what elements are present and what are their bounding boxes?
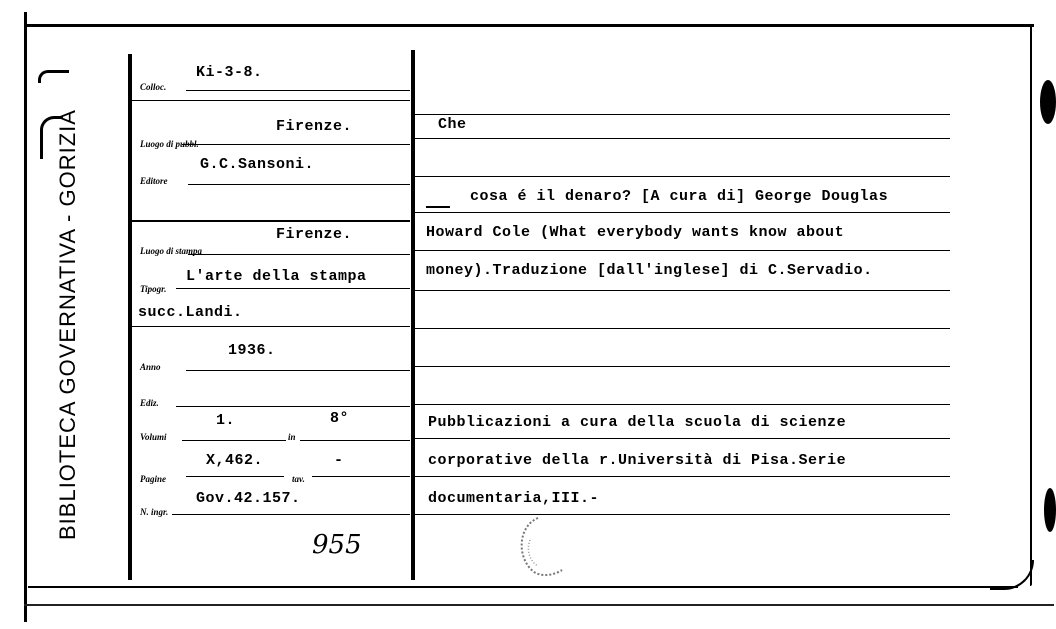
stamp-smudge [508,510,568,580]
label-anno: Anno [140,362,161,372]
card-bottom-border [28,586,1018,588]
description-line-1: Che [438,116,467,133]
description-line-2: cosa é il denaro? [A cura di] George Douglas [470,188,889,205]
value-tipogr-1: L'arte della stampa [186,268,367,285]
value-pagine: X,462. [206,452,264,469]
library-stamp: BIBLIOTECA GOVERNATIVA - GORIZIA [55,109,80,540]
label-in: in [288,432,296,442]
value-luogo-stampa: Firenze. [276,226,353,243]
series-line-2: corporative della r.Università di Pisa.Serie [428,452,847,469]
left-column-rule [128,54,132,580]
card-left-border [24,12,27,622]
description-line-3: Howard Cole (What everybody wants know about [426,224,845,241]
punch-hole-bottom [1044,488,1056,532]
label-collocazione: Colloc. [140,82,167,92]
middle-column-rule [411,50,415,580]
label-editore: Editore [140,176,168,186]
label-tav: tav. [292,474,305,484]
label-ediz: Ediz. [140,398,159,408]
label-tipogr: Tipogr. [140,284,167,294]
value-anno: 1936. [228,342,276,359]
value-tipogr-2: succ.Landi. [138,304,243,321]
series-line-3: documentaria,III.- [428,490,600,507]
value-collocazione: Ki-3-8. [196,64,263,81]
punch-hole-top [1040,80,1056,124]
value-formato: 8° [330,410,350,427]
handwritten-number: 955 [312,530,362,560]
description-line-4: money).Traduzione [dall'inglese] di C.Servadio. [426,262,873,279]
value-tav: - [334,452,344,469]
card-top-border [24,24,1034,27]
label-luogo-pubbl: Luogo di pubbl. [140,139,199,149]
scan-edge [24,604,1054,606]
label-pagine: Pagine [140,474,166,484]
series-line-1: Pubblicazioni a cura della scuola di scienze [428,414,847,431]
hook-mark-1 [38,70,69,83]
value-luogo-pubbl: Firenze. [276,118,353,135]
value-n-ingr: Gov.42.157. [196,490,301,507]
value-editore: G.C.Sansoni. [200,156,315,173]
card-right-border [1030,26,1032,586]
label-n-ingr: N. ingr. [140,507,169,517]
label-luogo-stampa: Luogo di stampa [140,246,203,256]
label-volumi: Volumi [140,432,167,442]
value-volumi: 1. [216,412,236,429]
